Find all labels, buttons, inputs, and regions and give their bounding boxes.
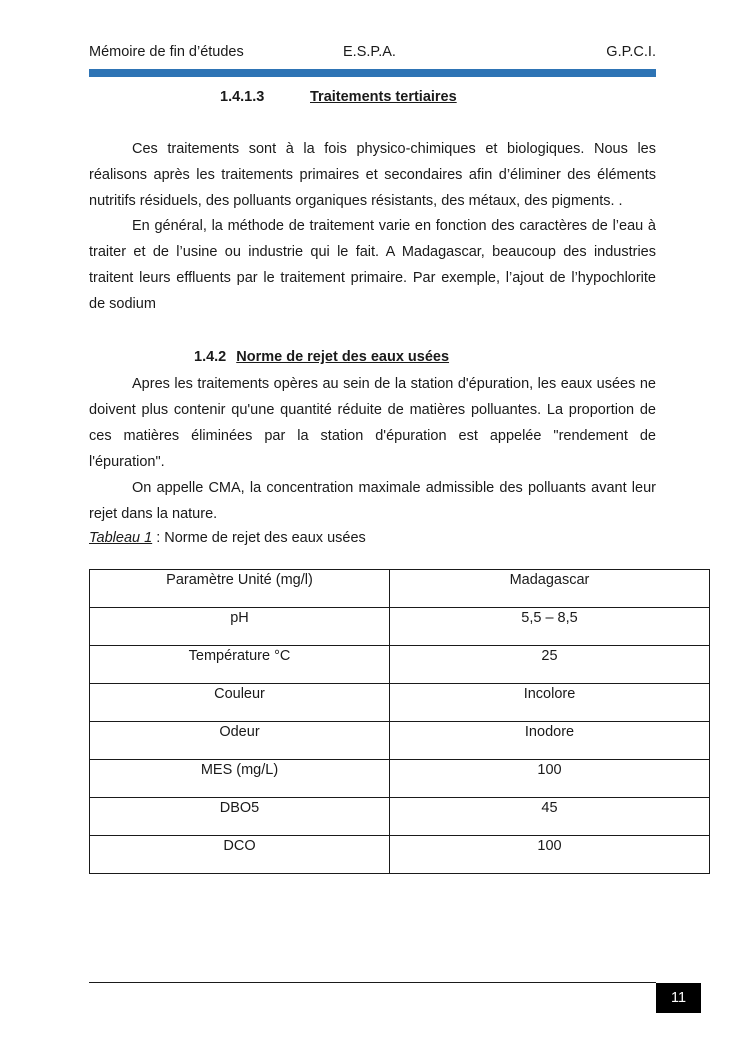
- page-number: 11: [656, 983, 701, 1013]
- paragraph-tertiary-treatments: Ces traitements sont à la fois physico-chimiques et biologiques. Nous les réalisons après les traitements primaires et secondaires afin d’éliminer des éléments nutritifs résiduels, des polluants organiques résistants, des métaux, des pigments. .: [89, 141, 656, 209]
- table-row: [90, 798, 710, 836]
- header-school: E.S.P.A.: [343, 44, 396, 60]
- header-memoire: Mémoire de fin d’études: [89, 44, 244, 60]
- paragraph-treatment-method: En général, la méthode de traitement varie en fonction des caractères de l’eau à traiter et de l’usine ou industrie qui le fait. A Madagascar, beaucoup des industries traitent leurs effluents par le traitement primaire. Par exemple, l’ajout de l’hypochlorite de sodium: [89, 218, 656, 312]
- table-row: [90, 722, 710, 760]
- table-row: [90, 646, 710, 684]
- section-heading-142: [194, 349, 449, 365]
- table-cell-value: 100: [390, 760, 710, 798]
- table-row: [90, 836, 710, 874]
- discharge-norms-table: [89, 569, 710, 874]
- section-number-142: 1.4.2: [194, 349, 227, 365]
- table-cell-value: 45: [390, 798, 710, 836]
- table-caption-label: Tableau 1: [89, 530, 153, 546]
- table-cell-parameter: pH: [90, 608, 390, 646]
- table-cell-value: 100: [390, 836, 710, 874]
- table-header-parameter: Paramètre Unité (mg/l): [90, 570, 390, 608]
- table-cell-parameter: Température °C: [90, 646, 390, 684]
- table-cell-parameter: DCO: [90, 836, 390, 874]
- table-cell-value: 5,5 – 8,5: [390, 608, 710, 646]
- table-caption: [89, 530, 366, 546]
- table-cell-value: 25: [390, 646, 710, 684]
- table-cell-value: Incolore: [390, 684, 710, 722]
- table-cell-value: Inodore: [390, 722, 710, 760]
- table-row: [90, 684, 710, 722]
- table-cell-parameter: Couleur: [90, 684, 390, 722]
- header-bar: [89, 69, 656, 77]
- table-cell-parameter: DBO5: [90, 798, 390, 836]
- section-number-1413: 1.4.1.3: [220, 89, 265, 105]
- table-cell-parameter: Odeur: [90, 722, 390, 760]
- table-row: [90, 760, 710, 798]
- table-header-row: [90, 570, 710, 608]
- table-row: [90, 608, 710, 646]
- section-title-1413: Traitements tertiaires: [310, 89, 457, 105]
- table-cell-parameter: MES (mg/L): [90, 760, 390, 798]
- header-department: G.P.C.I.: [606, 44, 656, 60]
- paragraph-discharge-rules: Apres les traitements opères au sein de la station d'épuration, les eaux usées ne doivent plus contenir qu'une quantité réduite de matières polluantes. La proportion de ces matières éliminées par la station d'épuration est appelée "rendement de l'épuration".: [89, 376, 656, 470]
- footer-rule: [89, 982, 656, 983]
- paragraph-cma-definition: On appelle CMA, la concentration maximale admissible des polluants avant leur rejet dans la nature.: [89, 480, 656, 522]
- section-title-142: Norme de rejet des eaux usées: [236, 349, 450, 365]
- table-header-madagascar: Madagascar: [390, 570, 710, 608]
- table-caption-text: : Norme de rejet des eaux usées: [152, 530, 366, 546]
- section-heading-1413: [220, 89, 457, 105]
